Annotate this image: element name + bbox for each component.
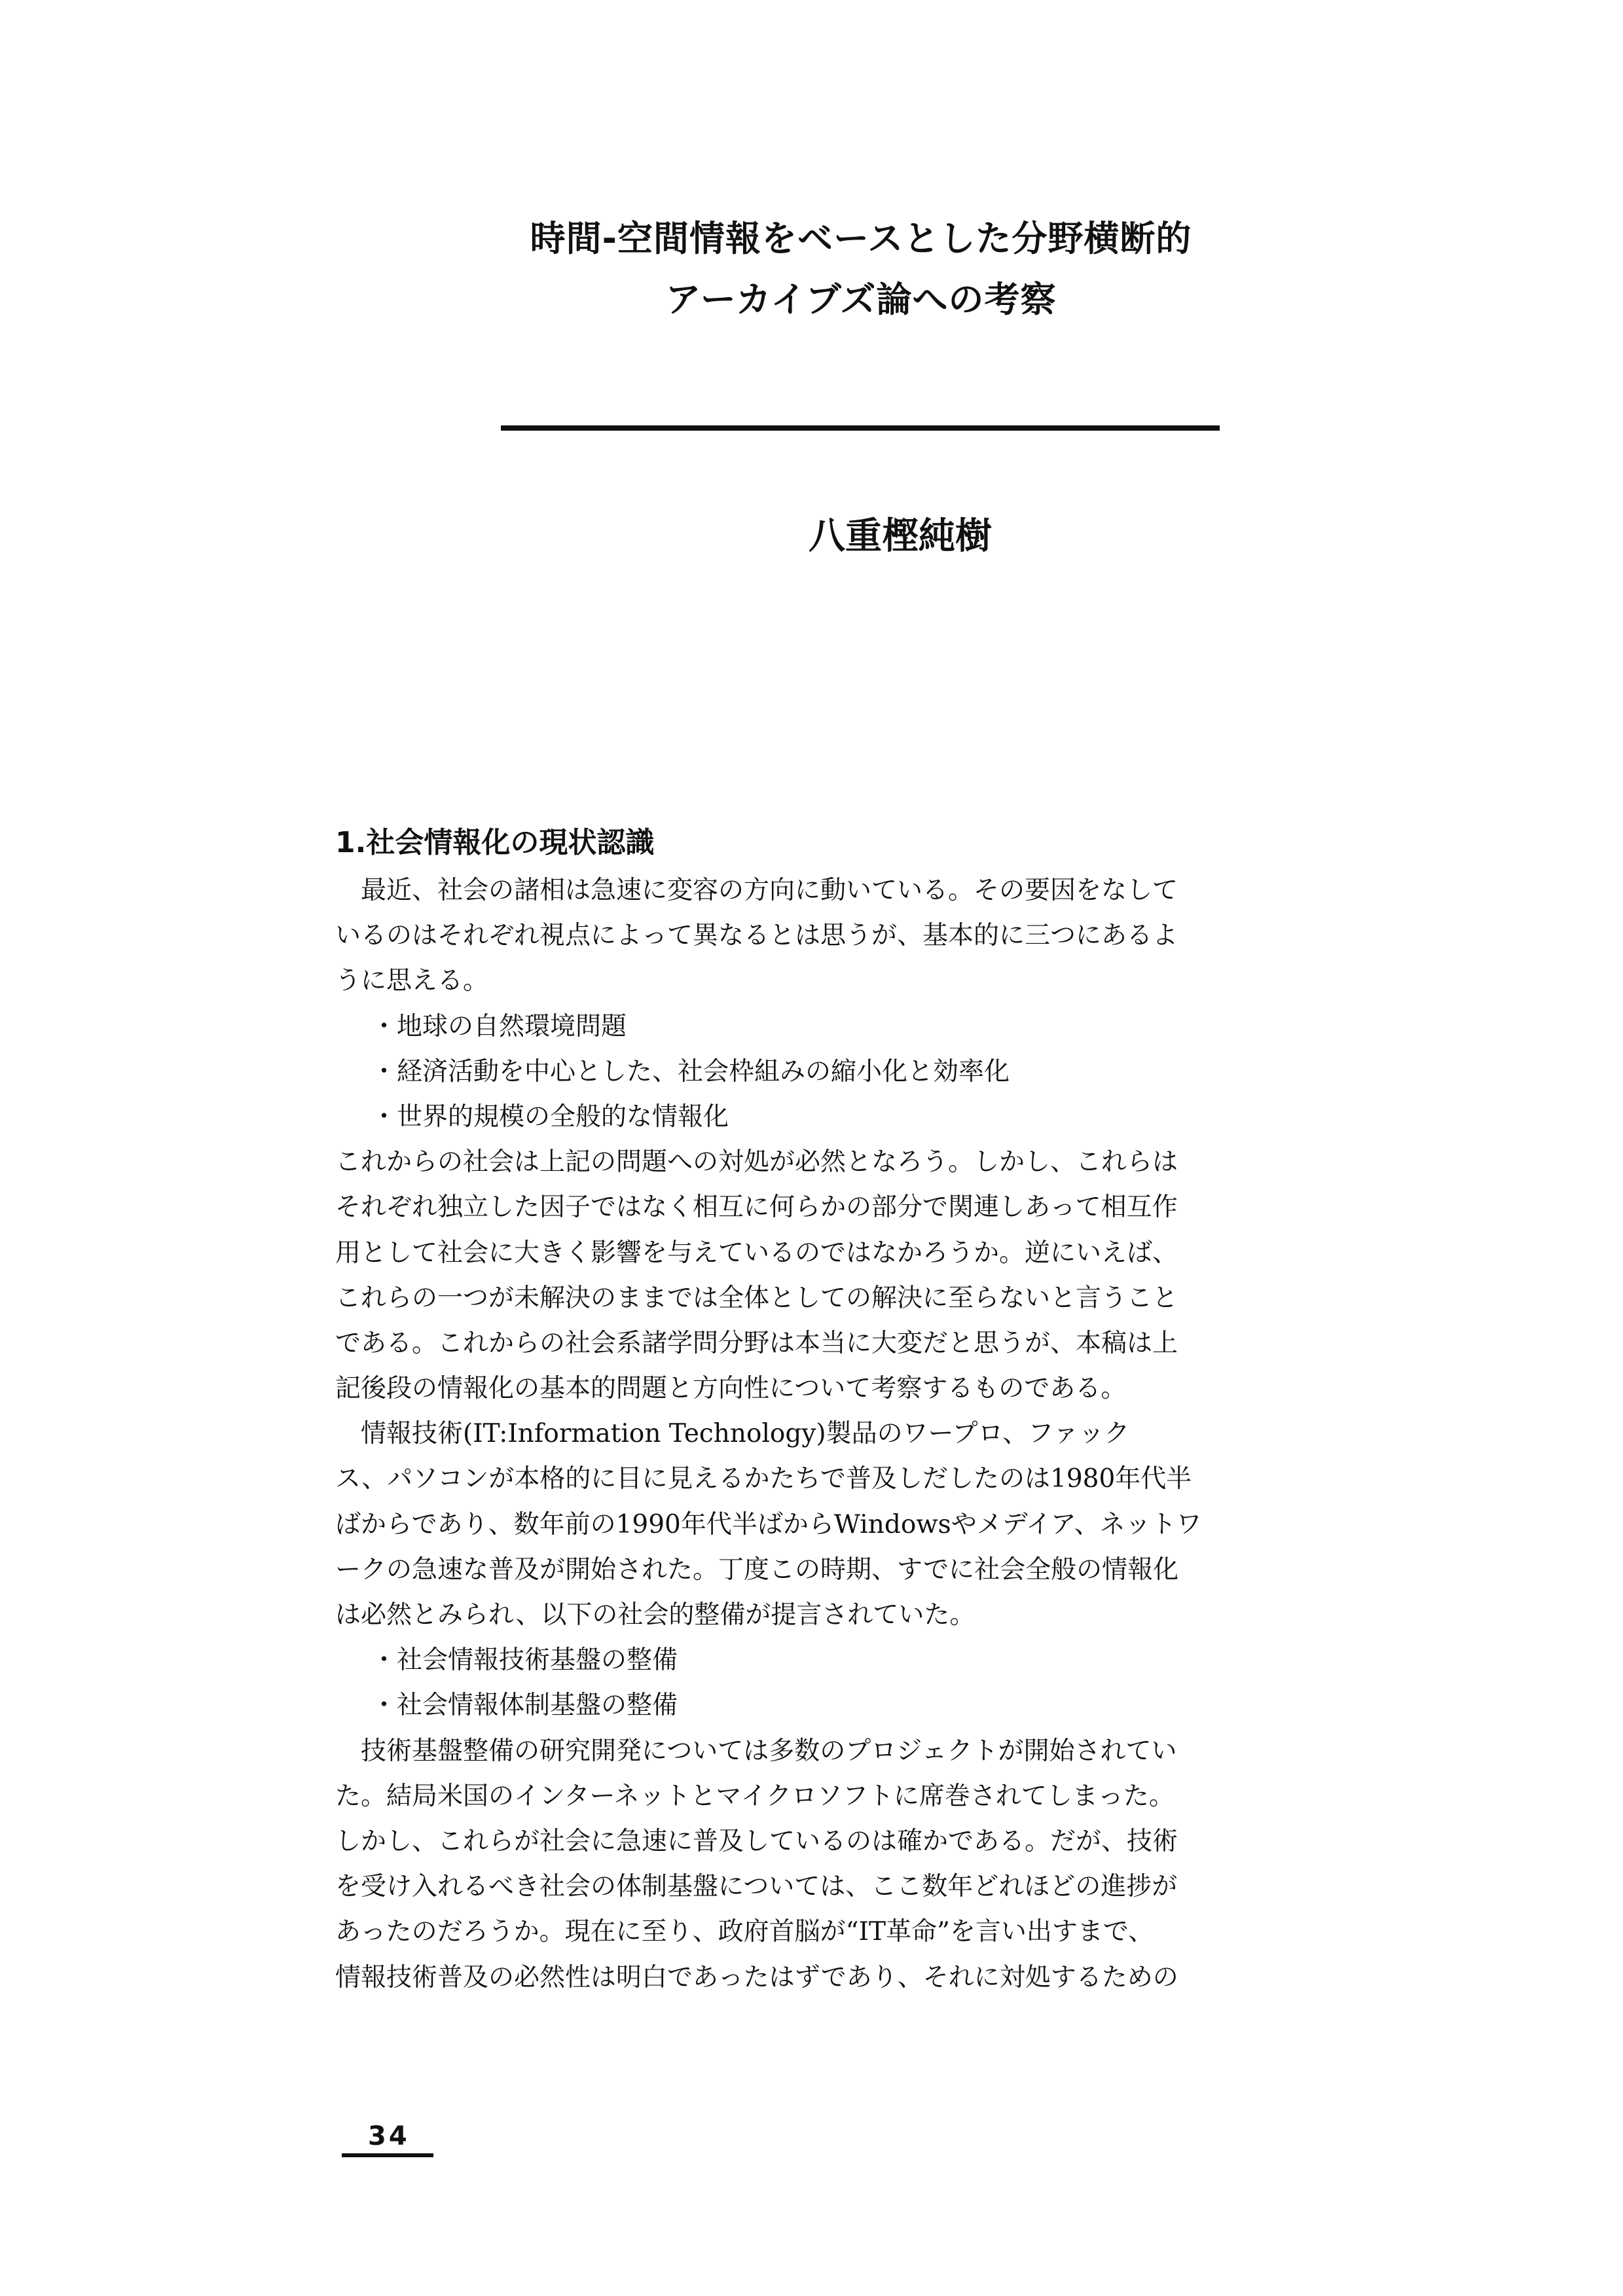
author-name: 八重樫純樹 xyxy=(809,515,992,558)
paragraph-line: を受け入れるべき社会の体制基盤については、ここ数年どれほどの進捗が xyxy=(335,1872,1178,1902)
bullet-item: ・地球の自然環境問題 xyxy=(371,1011,627,1041)
bullet-item: ・社会情報体制基盤の整備 xyxy=(371,1691,678,1721)
paragraph-line: である。これからの社会系諸学問分野は本当に大変だと思うが、本稿は上 xyxy=(335,1328,1178,1358)
title-line-2: アーカイブズ論への考察 xyxy=(665,279,1057,320)
paper-title xyxy=(504,208,1218,330)
paragraph-line: 技術基盤整備の研究開発については多数のプロジェクトが開始されてい xyxy=(361,1736,1177,1766)
title-divider xyxy=(501,425,1220,431)
page-number: 34 xyxy=(368,2121,410,2151)
paragraph-line: これらの一つが未解決のままでは全体としての解決に至らないと言うこと xyxy=(335,1283,1178,1313)
paragraph-line: いるのはそれぞれ視点によって異なるとは思うが、基本的に三つにあるよ xyxy=(335,921,1178,951)
paragraph-line: これからの社会は上記の問題への対処が必然となろう。しかし、これらは xyxy=(335,1147,1178,1177)
title-line-1: 時間-空間情報をベースとした分野横断的 xyxy=(530,218,1192,259)
bullet-item: ・経済活動を中心とした、社会枠組みの縮小化と効率化 xyxy=(371,1056,1010,1086)
bullet-item: ・社会情報技術基盤の整備 xyxy=(371,1645,678,1676)
paragraph-line: うに思える。 xyxy=(335,966,489,996)
paragraph-line: た。結局米国のインターネットとマイクロソフトに席巻されてしまった。 xyxy=(335,1781,1175,1811)
paragraph-line: ス、パソコンが本格的に目に見えるかたちで普及しだしたのは1980年代半 xyxy=(335,1464,1192,1494)
paragraph-line: 用として社会に大きく影響を与えているのではなかろうか。逆にいえば、 xyxy=(335,1238,1178,1268)
paragraph-line: 記後段の情報化の基本的問題と方向性について考察するものである。 xyxy=(335,1374,1127,1404)
paragraph-line: 最近、社会の諸相は急速に変容の方向に動いている。その要因をなして xyxy=(361,876,1178,905)
bullet-item: ・世界的規模の全般的な情報化 xyxy=(371,1102,729,1132)
paragraph-line: 情報技術(IT:Information Technology)製品のワープロ、ファック xyxy=(361,1419,1130,1449)
paragraph-line: 情報技術普及の必然性は明白であったはずであり、それに対処するための xyxy=(335,1962,1178,1992)
section-heading: 1.社会情報化の現状認識 xyxy=(335,826,655,859)
paragraph-line: ばからであり、数年前の1990年代半ばからWindowsやメデイア、ネットワ xyxy=(335,1509,1202,1539)
paragraph-line: は必然とみられ、以下の社会的整備が提言されていた。 xyxy=(335,1600,976,1630)
paragraph-line: ークの急速な普及が開始された。丁度この時期、すでに社会全般の情報化 xyxy=(335,1554,1179,1585)
paragraph-line: それぞれ独立した因子ではなく相互に何らかの部分で関連しあって相互作 xyxy=(335,1193,1178,1223)
paragraph-line: あったのだろうか。現在に至り、政府首脳が“IT革命”を言い出すまで、 xyxy=(335,1917,1154,1947)
paragraph-line: しかし、これらが社会に急速に普及しているのは確かである。だが、技術 xyxy=(335,1826,1178,1856)
body-text xyxy=(335,868,1229,2000)
page-number-underline xyxy=(342,2153,433,2157)
